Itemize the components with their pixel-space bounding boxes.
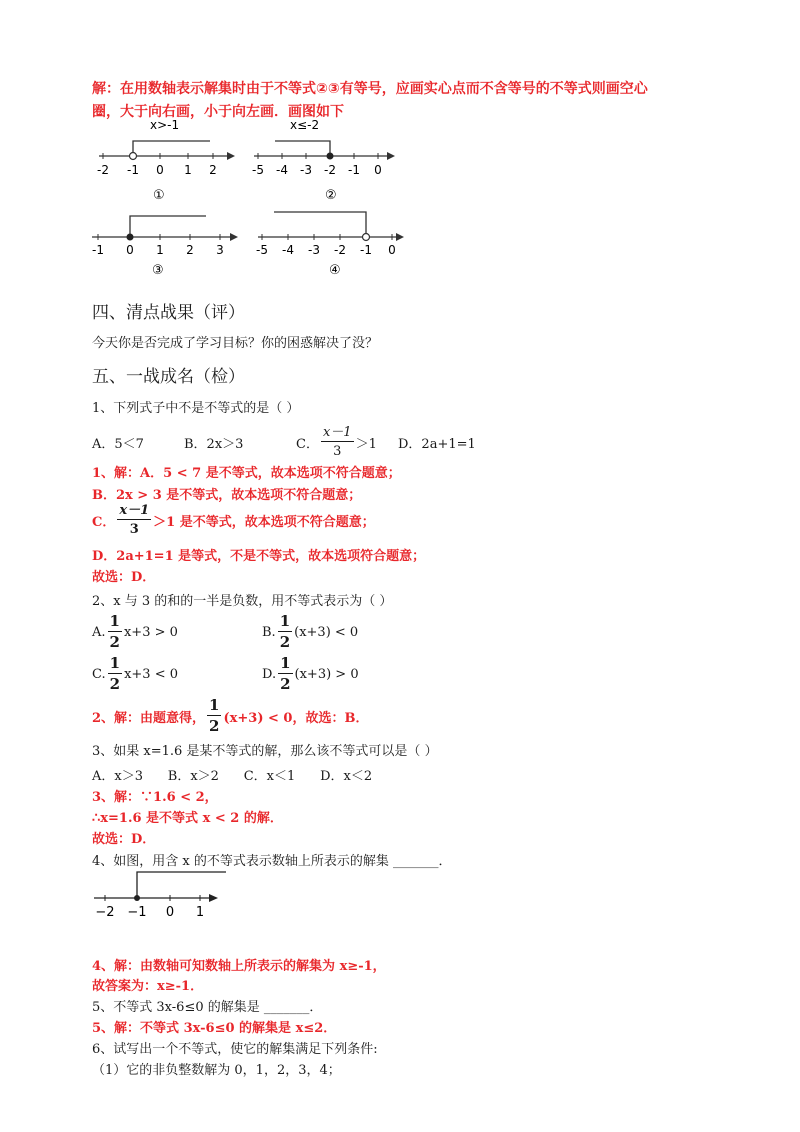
q2-option-d bbox=[262, 654, 359, 694]
intro-line-1: 解：在用数轴表示解集时由于不等式②③有等号，应画实心点而不含等号的不等式则画空心 bbox=[92, 81, 648, 97]
fraction-numerator: x－1 bbox=[119, 503, 150, 518]
section-4-text: 今天你是否完成了学习目标？你的困惑解决了没？ bbox=[92, 336, 379, 351]
figure-number: ④ bbox=[329, 263, 341, 278]
tick-label: 1 bbox=[195, 905, 205, 920]
fraction-denominator: 2 bbox=[109, 633, 120, 651]
number-line-1 bbox=[95, 114, 245, 204]
q3-answer-2: ∴x=1.6 是不等式 x < 2 的解． bbox=[92, 811, 283, 826]
tick-label: 1 bbox=[156, 243, 164, 257]
tick-label: 3 bbox=[216, 243, 224, 257]
fraction-denominator: 3 bbox=[129, 522, 139, 537]
section-5-title: 五、一战成名（检） bbox=[92, 367, 245, 387]
figure-number: ② bbox=[325, 188, 337, 203]
fraction bbox=[207, 698, 221, 734]
solid-point bbox=[134, 895, 140, 901]
open-point bbox=[130, 153, 137, 160]
solid-point bbox=[127, 234, 134, 241]
tick-label: -3 bbox=[300, 163, 312, 177]
q5-stem: 5、不等式 3x-6≤0 的解集是 _______． bbox=[92, 1000, 323, 1015]
q1-options bbox=[92, 424, 476, 460]
q2-option-a-prefix: A. bbox=[92, 624, 106, 640]
q2-option-b bbox=[262, 612, 358, 652]
q1-answer-5: 故选：D． bbox=[92, 570, 156, 585]
tick-label: 0 bbox=[165, 905, 175, 920]
tick-label: 0 bbox=[126, 243, 134, 257]
tick-label: −1 bbox=[127, 905, 147, 920]
q1-answer-1: 1、解：A．5 < 7 是不等式，故本选项不符合题意； bbox=[92, 466, 401, 481]
q1-answer-4: D．2a+1=1 是等式，不是不等式，故本选项符合题意； bbox=[92, 549, 426, 564]
fraction bbox=[321, 426, 354, 458]
q2-answer bbox=[92, 696, 368, 736]
fraction-numerator: x－1 bbox=[322, 425, 352, 440]
q3-stem: 3、如果 x=1.6 是某不等式的解，那么该不等式可以是（ ） bbox=[92, 744, 438, 759]
q2-option-c bbox=[92, 654, 178, 694]
q2-option-b-prefix: B. bbox=[262, 624, 276, 640]
q3-options: A．x＞3 B．x＞2 C．x＜1 D．x＜2 bbox=[92, 769, 373, 784]
section-4-title: 四、清点战果（评） bbox=[92, 303, 245, 323]
q1-answer-3 bbox=[92, 502, 375, 538]
fraction-numerator: 1 bbox=[279, 612, 291, 630]
tick-label: -4 bbox=[282, 243, 294, 257]
q2-option-a bbox=[92, 612, 178, 652]
q1-answer-2: B．2x > 3 是不等式，故本选项不符合题意； bbox=[92, 488, 362, 503]
intro-line-2: 圈，大于向右画，小于向左画．画图如下 bbox=[92, 104, 344, 120]
fraction-denominator: 2 bbox=[280, 675, 291, 693]
q1-option-c bbox=[296, 426, 398, 458]
tick-label: -4 bbox=[276, 163, 288, 177]
number-line-3 bbox=[88, 200, 248, 280]
q4-answer-1: 4、解：由数轴可知数轴上所表示的解集为 x≥-1， bbox=[92, 959, 386, 974]
fraction bbox=[278, 656, 292, 692]
q2-option-c-prefix: C. bbox=[92, 666, 106, 682]
tick-label: -2 bbox=[97, 163, 109, 177]
tick-label: -2 bbox=[334, 243, 346, 257]
number-line-4 bbox=[254, 200, 414, 280]
q1-option-c-suffix: ＞1 bbox=[355, 436, 377, 452]
fraction-numerator: 1 bbox=[109, 654, 121, 672]
q1-option-b: B．2x＞3 bbox=[184, 436, 244, 452]
q2-option-c-suffix: x+3 < 0 bbox=[124, 666, 178, 682]
number-line-label: x>-1 bbox=[150, 118, 180, 132]
q2-option-b-suffix: (x+3) < 0 bbox=[294, 624, 359, 640]
tick-label: -5 bbox=[256, 243, 268, 257]
tick-label: 2 bbox=[209, 163, 217, 177]
number-line-2 bbox=[250, 114, 410, 204]
tick-label: 2 bbox=[186, 243, 194, 257]
number-line-label: x≤-2 bbox=[290, 118, 320, 132]
tick-label: -5 bbox=[252, 163, 264, 177]
fraction-numerator: 1 bbox=[109, 612, 120, 630]
tick-label: -1 bbox=[348, 163, 360, 177]
tick-label: -1 bbox=[127, 163, 139, 177]
q4-number-line bbox=[90, 864, 230, 924]
tick-label: 0 bbox=[156, 163, 164, 177]
q1-option-c-prefix: C． bbox=[296, 436, 319, 452]
q2-option-d-suffix: (x+3) > 0 bbox=[294, 666, 359, 682]
tick-label: 0 bbox=[388, 243, 396, 257]
tick-label: 1 bbox=[184, 163, 192, 177]
tick-label: 0 bbox=[374, 163, 382, 177]
tick-label: −2 bbox=[95, 905, 115, 920]
fraction bbox=[108, 656, 122, 692]
q1-option-a: A．5＜7 bbox=[92, 436, 144, 452]
q6-stem: 6、试写出一个不等式，使它的解集满足下列条件: bbox=[92, 1042, 378, 1057]
q2-answer-prefix: 2、解：由题意得， bbox=[92, 710, 206, 726]
q2-stem: 2、x 与 3 的和的一半是负数，用不等式表示为（ ） bbox=[92, 594, 393, 609]
fraction-denominator: 2 bbox=[209, 717, 220, 735]
fraction bbox=[117, 504, 151, 536]
tick-label: -1 bbox=[92, 243, 104, 257]
q6-sub-1: （1）它的非负整数解为 0，1，2，3，4； bbox=[92, 1063, 341, 1078]
fraction-denominator: 2 bbox=[279, 633, 291, 651]
tick-label: -3 bbox=[308, 243, 320, 257]
fraction-denominator: 3 bbox=[333, 444, 342, 459]
figure-number: ① bbox=[153, 188, 165, 203]
q2-answer-suffix: (x+3) < 0，故选：B． bbox=[223, 710, 369, 726]
q4-answer-2: 故答案为：x≥-1． bbox=[92, 979, 204, 994]
figure-number: ③ bbox=[152, 263, 164, 278]
q5-answer: 5、解：不等式 3x-6≤0 的解集是 x≤2． bbox=[92, 1021, 337, 1036]
open-point bbox=[363, 234, 370, 241]
fraction bbox=[108, 614, 122, 650]
fraction bbox=[278, 614, 292, 650]
q3-answer-1: 3、解：∵1.6 < 2， bbox=[92, 790, 218, 805]
tick-label: -1 bbox=[360, 243, 372, 257]
q1-option-d: D．2a+1=1 bbox=[398, 436, 476, 452]
q3-answer-3: 故选：D． bbox=[92, 832, 156, 847]
q1-stem: 1、下列式子中不是不等式的是（ ） bbox=[92, 401, 300, 416]
tick-label: -2 bbox=[324, 163, 336, 177]
q2-option-d-prefix: D. bbox=[262, 666, 277, 682]
solid-point bbox=[327, 153, 334, 160]
q1-answer-3-prefix: C． bbox=[92, 514, 116, 530]
fraction-numerator: 1 bbox=[280, 654, 291, 672]
q4-stem: 4、如图，用含 x 的不等式表示数轴上所表示的解集 _______． bbox=[92, 854, 452, 869]
q2-option-a-suffix: x+3 > 0 bbox=[123, 624, 178, 640]
fraction-numerator: 1 bbox=[209, 696, 220, 714]
fraction-denominator: 2 bbox=[109, 675, 121, 693]
q1-answer-3-suffix: ＞1 是不等式，故本选项不符合题意； bbox=[153, 514, 375, 530]
